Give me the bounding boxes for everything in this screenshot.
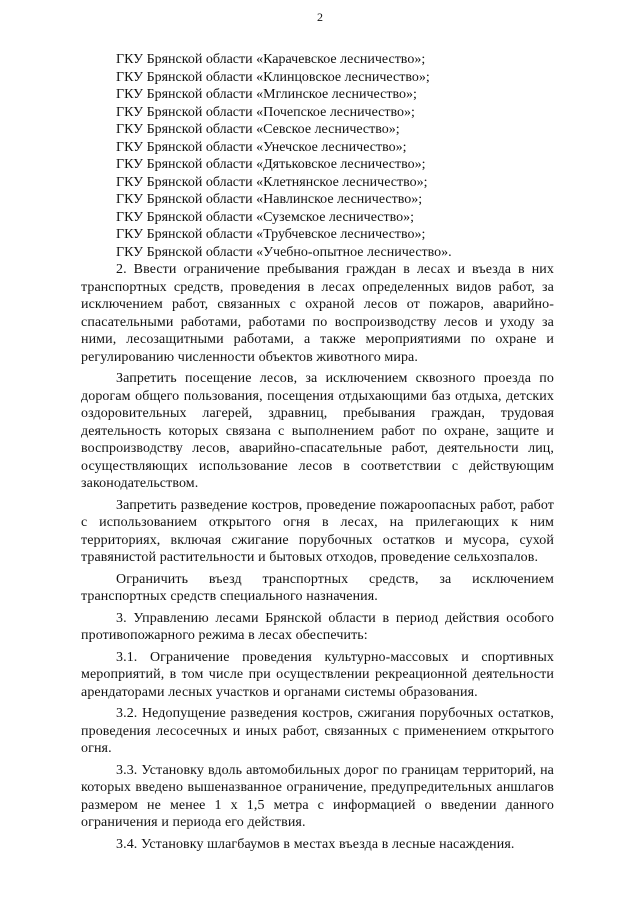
paragraph-item-3-3: 3.3. Установку вдоль автомобильных дорог по границам территорий, на которых введено вышеназванное ограничение, предупредительных аншлагов размером не менее 1 х 1,5 метра с информацией о введении данного ограничения и периода его действия. (81, 762, 554, 830)
paragraph-forest-visit-ban: Запретить посещение лесов, за исключением сквозного проезда по дорогам общего пользования, посещения отдыхающими баз отдыха, детских оздоровительных лагерей, здравниц, пребывания граждан, трудовая деятельность которых связана с выполнением работ по охране, защите и воспроизводству лесов, аварийно-спасательные работ, деятельности лиц, осуществляющих использование лесов в соответствии с действующим законодательством. (81, 371, 554, 491)
paragraph-item-3: 3. Управлению лесами Брянской области в период действия особого противопожарного режима в лесах обеспечить: (81, 610, 554, 643)
forestry-list-item: ГКУ Брянской области «Севское лесничество»; (116, 122, 400, 137)
forestry-list-item: ГКУ Брянской области «Карачевское лесничество»; (116, 52, 426, 67)
forestry-list-item: ГКУ Брянской области «Навлинское лесничество»; (116, 192, 423, 207)
document-body (81, 51, 554, 853)
forestry-list (81, 51, 554, 261)
forestry-list-item: ГКУ Брянской области «Дятьковское лесничество»; (116, 157, 426, 172)
forestry-list-item: ГКУ Брянской области «Мглинское лесничество»; (116, 87, 417, 102)
paragraph-fire-ban: Запретить разведение костров, проведение пожароопасных работ, работ с использованием открытого огня в лесах, на прилегающих к ним территориях, включая сжигание порубочных остатков и мусора, сухой травянистой растительности и бытовых отходов, проведение сельхозпалов. (81, 497, 554, 565)
forestry-list-item: ГКУ Брянской области «Почепское лесничество»; (116, 104, 415, 120)
page-number: 2 (317, 10, 323, 24)
forestry-list-item: ГКУ Брянской области «Унечское лесничество»; (116, 139, 407, 155)
forestry-list-item: ГКУ Брянской области «Клетнянское лесничество»; (116, 174, 428, 190)
paragraph-vehicle-restriction: Ограничить въезд транспортных средств, за исключением транспортных средств специального назначения. (81, 571, 554, 604)
forestry-list-item: ГКУ Брянской области «Трубчевское лесничество»; (116, 227, 426, 242)
forestry-list-item: ГКУ Брянской области «Клинцовское лесничество»; (116, 69, 430, 85)
paragraph-item-3-1: 3.1. Ограничение проведения культурно-массовых и спортивных мероприятий, в том числе при осуществлении рекреационной деятельности арендаторами лесных участков и органами системы образования. (81, 649, 554, 700)
paragraph-item-3-2: 3.2. Недопущение разведения костров, сжигания порубочных остатков, проведения лесосечных и иных работ, связанных с применением открытого огня. (81, 706, 554, 756)
paragraph-item-2: 2. Ввести ограничение пребывания граждан в лесах и въезда в них транспортных средств, проведения в лесах определенных видов работ, за исключением работ, связанных с охраной лесов от пожаров, аварийно-спасательными работами, работами по воспроизводству лесов и уходу за ними, лесозащитными работами, а также мероприятиями по охране и регулированию численности объектов животного мира. (81, 262, 554, 365)
forestry-list-item: ГКУ Брянской области «Суземское лесничество»; (116, 209, 414, 225)
paragraph-item-3-4: 3.4. Установку шлагбаумов в местах въезда в лесные насаждения. (116, 836, 515, 852)
forestry-list-item: ГКУ Брянской области «Учебно-опытное лесничество». (116, 244, 452, 260)
